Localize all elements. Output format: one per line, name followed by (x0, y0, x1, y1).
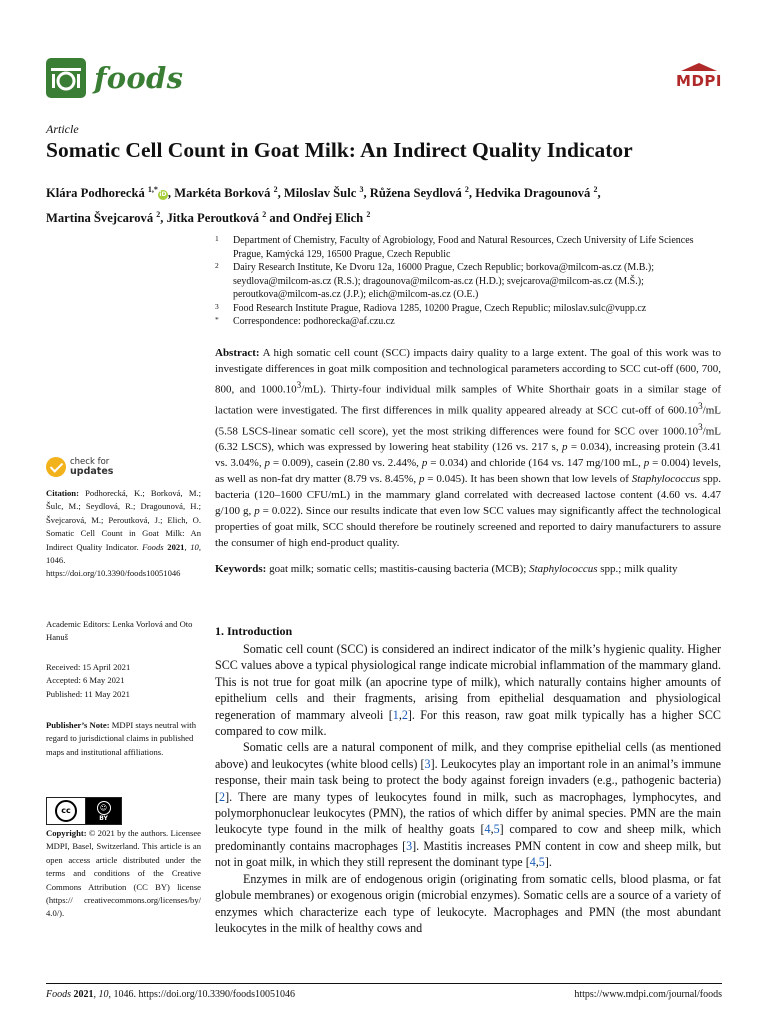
checkmark-icon (46, 457, 66, 477)
reference-link[interactable]: 2 (401, 707, 408, 722)
copyright (46, 827, 201, 921)
keywords-text: spp.; milk quality (597, 563, 678, 575)
paragraph (215, 871, 721, 937)
p-symbol: p (254, 505, 260, 518)
affiliation (215, 234, 725, 261)
paragraph-text: ]. (544, 855, 552, 870)
cc-left (47, 798, 86, 824)
abstract-superscript: 3 (698, 400, 703, 411)
reference-link[interactable]: 2 (219, 789, 226, 804)
author: Markéta Borková (174, 186, 271, 201)
author: Ondřej Elich (292, 211, 364, 226)
keywords (215, 561, 725, 577)
journal-name: foods (94, 61, 184, 95)
affiliation-text: Department of Chemistry, Faculty of Agrobiology, Food and Natural Resources, Czech University of Life Sciences Prague, Kamýcká 129, 16500 Prague, Czech Republic (233, 235, 694, 260)
copyright-text: © 2021 by the authors. Licensee MDPI, Basel, Switzerland. This article is an open access article distributed under the terms and conditions of the Creative Commons Attribution (CC BY) license (https:// creativecommons.org/licenses/by/ 4.0/). (46, 828, 201, 919)
paragraph-text: Somatic cells are a natural component of milk, and they comprise epithelial cells (as mentioned above) and leukocytes (white blood cells) [ (215, 740, 721, 771)
abstract-superscript: 3 (698, 421, 703, 432)
keywords-label: Keywords: (215, 563, 267, 575)
citation-year: 2021 (163, 541, 185, 552)
author: Klára Podhorecká (46, 186, 145, 201)
author-affiliation-mark: 2 (156, 210, 161, 220)
abstract-text: = 0.022). Since our results indicate that even low SCC values may significantly affect the technological properties of goat milk, SCC should therefore be routinely screened and reported to dairy manufacturers to assure the consumer of high end-product quality. (215, 505, 722, 550)
paragraph-text: ]. There are many types of leukocytes found in milk, such as macrophages, lymphocytes, and polymorphonuclear leukocytes (PMN), the ratios of which differ by animal species. PMN are the main leukocyte type found in the milk of healthy goats [ (215, 789, 721, 837)
orcid-icon[interactable]: iD (159, 191, 167, 199)
abstract-text: = 0.045). It has been shown that low levels of (424, 473, 632, 486)
abstract-text: /mL). Thirty-four individual milk samples of White Shorthair goats in a similar stage of lactation were investigated. The first differences in milk quality appeared already at SCC cut-off of 600.10 (215, 383, 721, 417)
check-line1: check for (70, 457, 110, 467)
article-type: Article (46, 122, 79, 136)
affiliation-number: * (215, 315, 219, 324)
paragraph-text: ] compared to cow and sheep milk, which predominantly contains macrophages [ (215, 822, 721, 853)
footer-journal-url[interactable]: https://www.mdpi.com/journal/foods (574, 989, 722, 1000)
footer-doi[interactable]: , 1046. https://doi.org/10.3390/foods10051046 (108, 989, 295, 1000)
affiliation-number: 1 (215, 234, 219, 243)
received-date: Received: 15 April 2021 (46, 662, 131, 672)
journal-icon (46, 58, 86, 98)
p-symbol: p (561, 441, 568, 454)
citation-journal: Foods (142, 541, 164, 552)
reference-link[interactable]: 3 (406, 838, 413, 853)
affiliation-text: Dairy Research Institute, Ke Dvoru 12a, 16000 Prague, Czech Republic; borkova@milcom-as.cz (M.B.); seydlova@milcom-as.cz (R.S.); dragounova@milcom-as.cz (H.D.); svejcarova@milcom-as.cz (M.Š.); peroutkova@milcom-as.cz (J.P.); elich@milcom-as.cz (O.E.) (233, 262, 655, 300)
footer-divider (46, 983, 722, 984)
abstract-text: = 0.034), increasing protein (3.41 vs. 3.04%, (215, 441, 721, 470)
paragraph-text: ]. Leukocytes play an important role in an animal’s immune response, their main task being to protect the body against foreign invaders (e.g., pathogenic bacteria) [ (215, 756, 721, 804)
paragraph: Somatic cells are a natural component of milk, and they comprise epithelial cells (as mentioned above) and leukocytes (white blood cells) [3]. Leukocytes play an important role in an animal’s immune response, their main task being to protect the body against foreign invaders (e.g., pathogenic bacteria) [2]. There are many types of leukocytes found in milk, such as macrophages, lymphocytes, and polymorphonuclear leukocytes (PMN), the ratios of which differ by animal species. PMN are the main leukocyte type found in the milk of healthy goats [4,5] compared to cow and sheep milk, which predominantly contains macrophages [3]. Mastitis increases PMN content in cow and sheep milk, but not in goat milk, in which they still represent the dominant type [4,5]. (215, 740, 721, 870)
author: Hedvika Dragounová (475, 186, 591, 201)
author-affiliation-mark: 2 (262, 210, 267, 220)
affiliation-number: 3 (215, 301, 219, 311)
cc-by-license-badge[interactable] (46, 797, 122, 825)
paragraph-text: Enzymes in milk are of endogenous origin (originating from somatic cells, blood plasma, or fat globule membranes) or exogenous origin (microbial enzymes). Somatic cells are a source of a variety of enzymes which characterize each type of leukocyte. Macrophages and PMN (the most abundant leukocytes in the milk of healthy cows and (215, 871, 721, 935)
abstract-text: /mL (5.58 LSCS-linear somatic cell score), yet the most striking differences were found for SCC over 1000.10 (215, 404, 721, 438)
reference-link[interactable]: 5 (493, 822, 500, 837)
affiliation (215, 261, 725, 302)
reference-link[interactable]: 5 (538, 855, 545, 870)
author: Martina Švejcarová (46, 211, 154, 226)
reference-link[interactable]: 1 (392, 707, 399, 722)
citation-volume: , 10 (184, 541, 199, 552)
section-heading: 1. Introduction (215, 624, 293, 638)
footer-year: 2021 (71, 989, 94, 1000)
publisher-note-label: Publisher’s Note: (46, 720, 110, 730)
affiliation (215, 302, 725, 316)
author-affiliation-mark: 2 (366, 210, 371, 220)
check-for-updates-button[interactable] (46, 457, 113, 477)
published-date: Published: 11 May 2021 (46, 688, 130, 699)
affiliations (215, 234, 725, 329)
affiliation-text: Food Research Institute Prague, Radiova 1285, 10200 Prague, Czech Republic; miloslav.sulc@vupp.cz (233, 302, 647, 314)
abstract-text: spp. bacteria (120–1600 CFU/mL) in the mammary gland correlated with decreased lactose content (4.60 vs. 4.47 g/100 g, (215, 473, 722, 518)
keywords-text: goat milk; somatic cells; mastitis-causing bacteria (MCB); (266, 563, 530, 575)
author: Miloslav Šulc (283, 186, 357, 201)
publisher-note (46, 719, 201, 759)
dates (46, 661, 201, 701)
p-symbol: p (418, 473, 425, 486)
check-for-updates-label (70, 457, 113, 477)
citation-label: Citation: (46, 488, 79, 498)
body-text (215, 641, 721, 936)
author-list: Klára Podhorecká $^{1,*}$iD, Markéta Borková $^2$, Miloslav Šulc $^3$, Růžena Seydlová $^2$, Hedvika Dragounová $^2$, Martina Švejcarová $^2$, Jitka Peroutková $^2$ and Ondřej Elich $^2$ (46, 185, 601, 226)
abstract-text: = 0.009), casein (2.80 vs. 2.44%, (270, 457, 422, 470)
author-affiliation-mark: 1,* (147, 185, 158, 194)
paragraph-text: ]. For this reason, raw goat milk typically has a higher SCC compared to cow milk. (215, 707, 721, 739)
affiliation-number: 2 (215, 261, 219, 270)
publisher-note-text: MDPI stays neutral with regard to jurisdictional claims in published maps and institutional affiliations. (46, 720, 196, 757)
journal-logo (46, 58, 183, 98)
author-affiliation-mark: 2 (273, 185, 278, 194)
reference-link[interactable]: 4 (529, 855, 536, 870)
cc-by-label: BY (99, 814, 108, 822)
accepted-date: Accepted: 6 May 2021 (46, 675, 125, 686)
citation-doi[interactable]: , 1046. https://doi.org/10.3390/foods10051046 (46, 541, 202, 579)
correspondence (215, 315, 725, 329)
author: Růžena Seydlová (369, 186, 462, 201)
academic-editors: Academic Editors: Lenka Vorlová and Oto Hanuš (46, 619, 193, 643)
copyright-label: Copyright: (46, 828, 87, 838)
author-affiliation-mark: 2 (464, 185, 469, 194)
reference-link[interactable]: 4 (484, 822, 491, 837)
check-line2: updates (70, 466, 114, 477)
author-affiliation-mark: 2 (593, 185, 598, 194)
p-symbol: p (643, 457, 650, 470)
author-affiliation-mark: 3 (359, 185, 364, 194)
p-symbol: p (421, 457, 428, 470)
abstract-text: /mL (6.32 LSCS), which was expressed by lowering heat stability (126 vs. 217 s, (215, 425, 721, 454)
footer-citation (46, 989, 295, 1000)
paragraph-text: Somatic cell count (SCC) is considered an indirect indicator of the milk’s hygienic quality. Higher SCC values above a typical physiological range indicate microbial inflammation of the mammary gland. This is not true for goat milk (an apocrine type of milk), which naturally contains higher amounts of epithelium cells and their fragments, arising from epithelial desquamation and physiological regeneration of mammary alveoli [ (215, 642, 721, 722)
genus-name: Staphylococcus (631, 473, 701, 486)
creative-commons-icon: cc (55, 800, 77, 822)
publisher-logo-roof-icon (681, 63, 717, 71)
abstract-text: = 0.034) and chloride (164 vs. 147 mg/100 mL, (427, 457, 644, 470)
paragraph-text: ]. Mastitis increases PMN content in cow and sheep milk, but not in goat milk, in which they still represent the dominant type [ (215, 838, 721, 870)
author: Jitka Peroutková (166, 211, 260, 226)
paragraph: Somatic cell count (SCC) is considered an indirect indicator of the milk’s hygienic quality. Higher SCC values above a typical physiological range indicate microbial inflammation of the mammary gland. This is not true for goat milk (an apocrine type of milk), which naturally contains higher amounts of epithelium cells and their fragments, arising from epithelial desquamation and physiological regeneration of mammary alveoli [1,2]. For this reason, raw goat milk typically has a higher SCC compared to cow milk. (215, 642, 721, 739)
cc-right (86, 798, 121, 824)
abstract (215, 345, 721, 552)
genus-name: Staphylococcus (529, 563, 598, 575)
abstract-label: Abstract: (215, 347, 260, 359)
footer-volume: , 10 (93, 989, 109, 1000)
publisher-logo (676, 63, 722, 90)
reference-link[interactable]: 3 (424, 756, 431, 771)
citation (46, 487, 201, 581)
attribution-person-icon: ☺ (97, 801, 111, 815)
abstract-text: A high somatic cell count (SCC) impacts dairy quality to a large extent. The goal of this work was to investigate differences in goat milk composition and technological parameters according to SCC cut-off (600, 700, 800, and 1000.10 (215, 347, 721, 396)
paper-title: Somatic Cell Count in Goat Milk: An Indirect Quality Indicator (46, 138, 633, 162)
abstract-text: = 0.004) levels, as well as non-fat dry matter (8.79 vs. 8.45%, (215, 457, 721, 486)
author-conjunction: and (269, 211, 290, 226)
p-symbol: p (264, 457, 271, 470)
abstract-superscript: 3 (296, 380, 302, 391)
publisher-name: MDPI (676, 72, 722, 90)
footer-journal: Foods (46, 989, 71, 1000)
affiliation-text: Correspondence: podhorecka@af.czu.cz (233, 316, 395, 327)
citation-text: Podhorecká, K.; Borková, M.; Šulc, M.; Seydlová, R.; Dragounová, H.; Švejcarová, M.; Peroutková, J.; Elich, O. Somatic Cell Count in Goat Milk: An Indirect Quality Indicator. (46, 488, 201, 552)
